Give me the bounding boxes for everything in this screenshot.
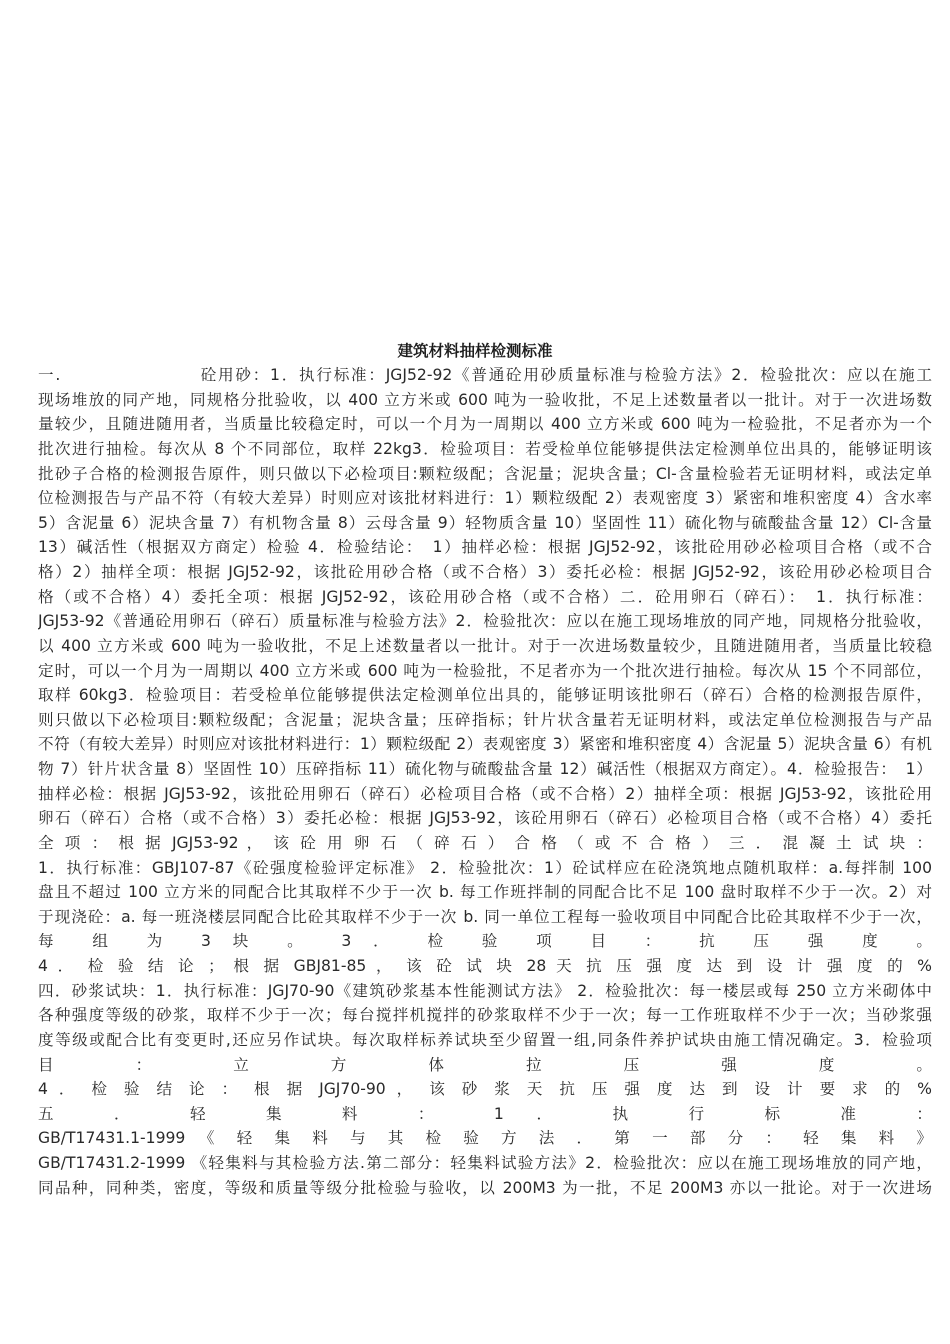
text-line: 同品种，同种类，密度，等级和质量等级分批检验与验收，以 200M3 为一批，不足 200M3 亦以一批论。对于一次进场 (38, 1178, 932, 1197)
text-line: GB/T17431.2-1999 《轻集料与其检验方法.第二部分：轻集料试验方法》2．检验批次：应以在施工现场堆放的同产地， (38, 1154, 932, 1172)
text-line: 4 ． 检 验 结 论 ： 根 据 JGJ70-90 ， 该 砂 浆 天 抗 压 强 度 达 到 设 计 要 求 的 % (38, 1080, 932, 1099)
text-line: 现场堆放的同产地，同规格分批验收，以 400 立方米或 600 吨为一验收批，不足上述数量者以一批计。对于一次进场数 (38, 390, 932, 409)
document-title: 建筑材料抽样检测标准 (397, 342, 553, 360)
text-line: 每 组 为 3 块 。 3 ． 检 验 项 目 ： 抗 压 强 度 。 (38, 932, 932, 951)
document-body (38, 363, 932, 1200)
text-line: 抽样必检：根据 JGJ53-92，该批砼用卵石（碎石）必检项目合格（或不合格）2）抽样全项：根据 JGJ53-92，该批砼用 (38, 784, 932, 803)
text-line: 目 ： 立 方 体 拉 压 强 度 。 (38, 1055, 932, 1074)
text-line: 则只做以下必检项目:颗粒级配；含泥量；泥块含量；压碎指标；针片状含量若无证明材料，或法定单位检测报告与产品 (38, 710, 932, 729)
text-line: 批砂子合格的检测报告原件，则只做以下必检项目:颗粒级配；含泥量；泥块含量；Cl-含量检验若无证明材料，或法定单 (38, 464, 932, 483)
text-line: 取样 60kg3．检验项目：若受检单位能够提供法定检测单位出具的，能够证明该批卵石（碎石）合格的检测报告原件， (38, 686, 932, 705)
text-line: 四．砂浆试块：1．执行标准：JGJ70-90《建筑砂浆基本性能测试方法》 2．检验批次：每一楼层或每 250 立方米砌体中 (38, 981, 932, 1000)
text-line: 度等级或配合比有变更时,还应另作试块。每次取样标养试块至少留置一组,同条件养护试块由施工情况确定。3．检验项 (38, 1030, 932, 1049)
text-line: 位检测报告与产品不符（有较大差异）时则应对该批材料进行：1）颗粒级配 2）表观密度 3）紧密和堆积密度 4）含水率 (38, 489, 932, 508)
text-line: 格）2）抽样全项：根据 JGJ52-92，该批砼用砂合格（或不合格）3）委托必检：根据 JGJ52-92，该砼用砂必检项目合 (38, 563, 932, 581)
text-line: 于现浇砼：a. 每一班浇楼层同配合比砼其取样不少于一次 b. 同一单位工程每一验收项目中同配合比砼其取样不少于一次， (38, 907, 932, 926)
text-line: 全 项 ： 根 据 JGJ53-92 ， 该 砼 用 卵 石 （ 碎 石 ） 合 格 （ 或 不 合 格 ） 三 ． 混 凝 土 试 块 ： (38, 833, 932, 852)
text-line: 以 400 立方米或 600 吨为一验收批，不足上述数量者以一批计。对于一次进场数量较少，且随进随用者，当质量比较稳 (38, 636, 932, 655)
text-line: 4 ． 检 验 结 论 ； 根 据 GBJ81-85 ， 该 砼 试 块 28 天 抗 压 强 度 达 到 设 计 强 度 的 % (38, 957, 932, 975)
text-line: 物 7）针片状含量 8）坚固性 10）压碎指标 11）硫化物与硫酸盐含量 12）碱活性（根据双方商定）。4．检验报告： 1） (38, 760, 932, 778)
text-line: 盘且不超过 100 立方米的同配合比其取样不少于一次 b. 每工作班拌制的同配合比不足 100 盘时取样不少于一次。2）对 (38, 883, 932, 902)
text-line: GB/T17431.1-1999 《 轻 集 料 与 其 检 验 方 法 ． 第 一 部 分 ： 轻 集 料 》 (38, 1129, 932, 1148)
text-line: 一. 砼用砂：1．执行标准：JGJ52-92《普通砼用砂质量标准与检验方法》2．检验批次：应以在施工 (38, 366, 932, 384)
text-line: 格（或不合格）4）委托全项：根据 JGJ52-92，该砼用砂合格（或不合格）二．砼用卵石（碎石）： 1．执行标准： (38, 587, 932, 606)
text-line: 五 ． 轻 集 料 ： 1 ． 执 行 标 准 ： (38, 1104, 932, 1123)
text-line: 5）含泥量 6）泥块含量 7）有机物含量 8）云母含量 9）轻物质含量 10）坚固性 11）硫化物与硫酸盐含量 12）Cl-含量 (38, 513, 932, 532)
text-line: 各种强度等级的砂浆，取样不少于一次；每台搅拌机搅拌的砂浆取样不少于一次；每一工作班取样不少于一次；当砂浆强 (38, 1006, 932, 1025)
text-line: 批次进行抽检。每次从 8 个不同部位，取样 22kg3．检验项目：若受检单位能够提供法定检测单位出具的，能够证明该 (38, 439, 932, 458)
text-line: 不符（有较大差异）时则应对该批材料进行：1）颗粒级配 2）表观密度 3）紧密和堆积密度 4）含泥量 5）泥块含量 6）有机 (38, 735, 932, 754)
text-line: 13）碱活性（根据双方商定）检验 4．检验结论： 1）抽样必检：根据 JGJ52-92，该批砼用砂必检项目合格（或不合 (38, 538, 932, 557)
text-line: 量较少，且随进随用者，当质量比较稳定时，可以一个月为一周期以 400 立方米或 600 吨为一检验批，不足者亦为一个 (38, 415, 932, 434)
text-line: 定时，可以一个月为一周期以 400 立方米或 600 吨为一检验批，不足者亦为一个批次进行抽检。每次从 15 个不同部位， (38, 661, 932, 680)
text-line: 卵石（碎石）合格（或不合格）3）委托必检：根据 JGJ53-92，该砼用卵石（碎石）必检项目合格（或不合格）4）委托 (38, 809, 932, 828)
text-line: JGJ53-92《普通砼用卵石（碎石）质量标准与检验方法》2．检验批次：应以在施工现场堆放的同产地，同规格分批验收， (38, 612, 932, 631)
text-line: 1．执行标准：GBJ107-87《砼强度检验评定标准》 2．检验批次：1）砼试样应在砼浇筑地点随机取样：a.每拌制 100 (38, 858, 932, 877)
